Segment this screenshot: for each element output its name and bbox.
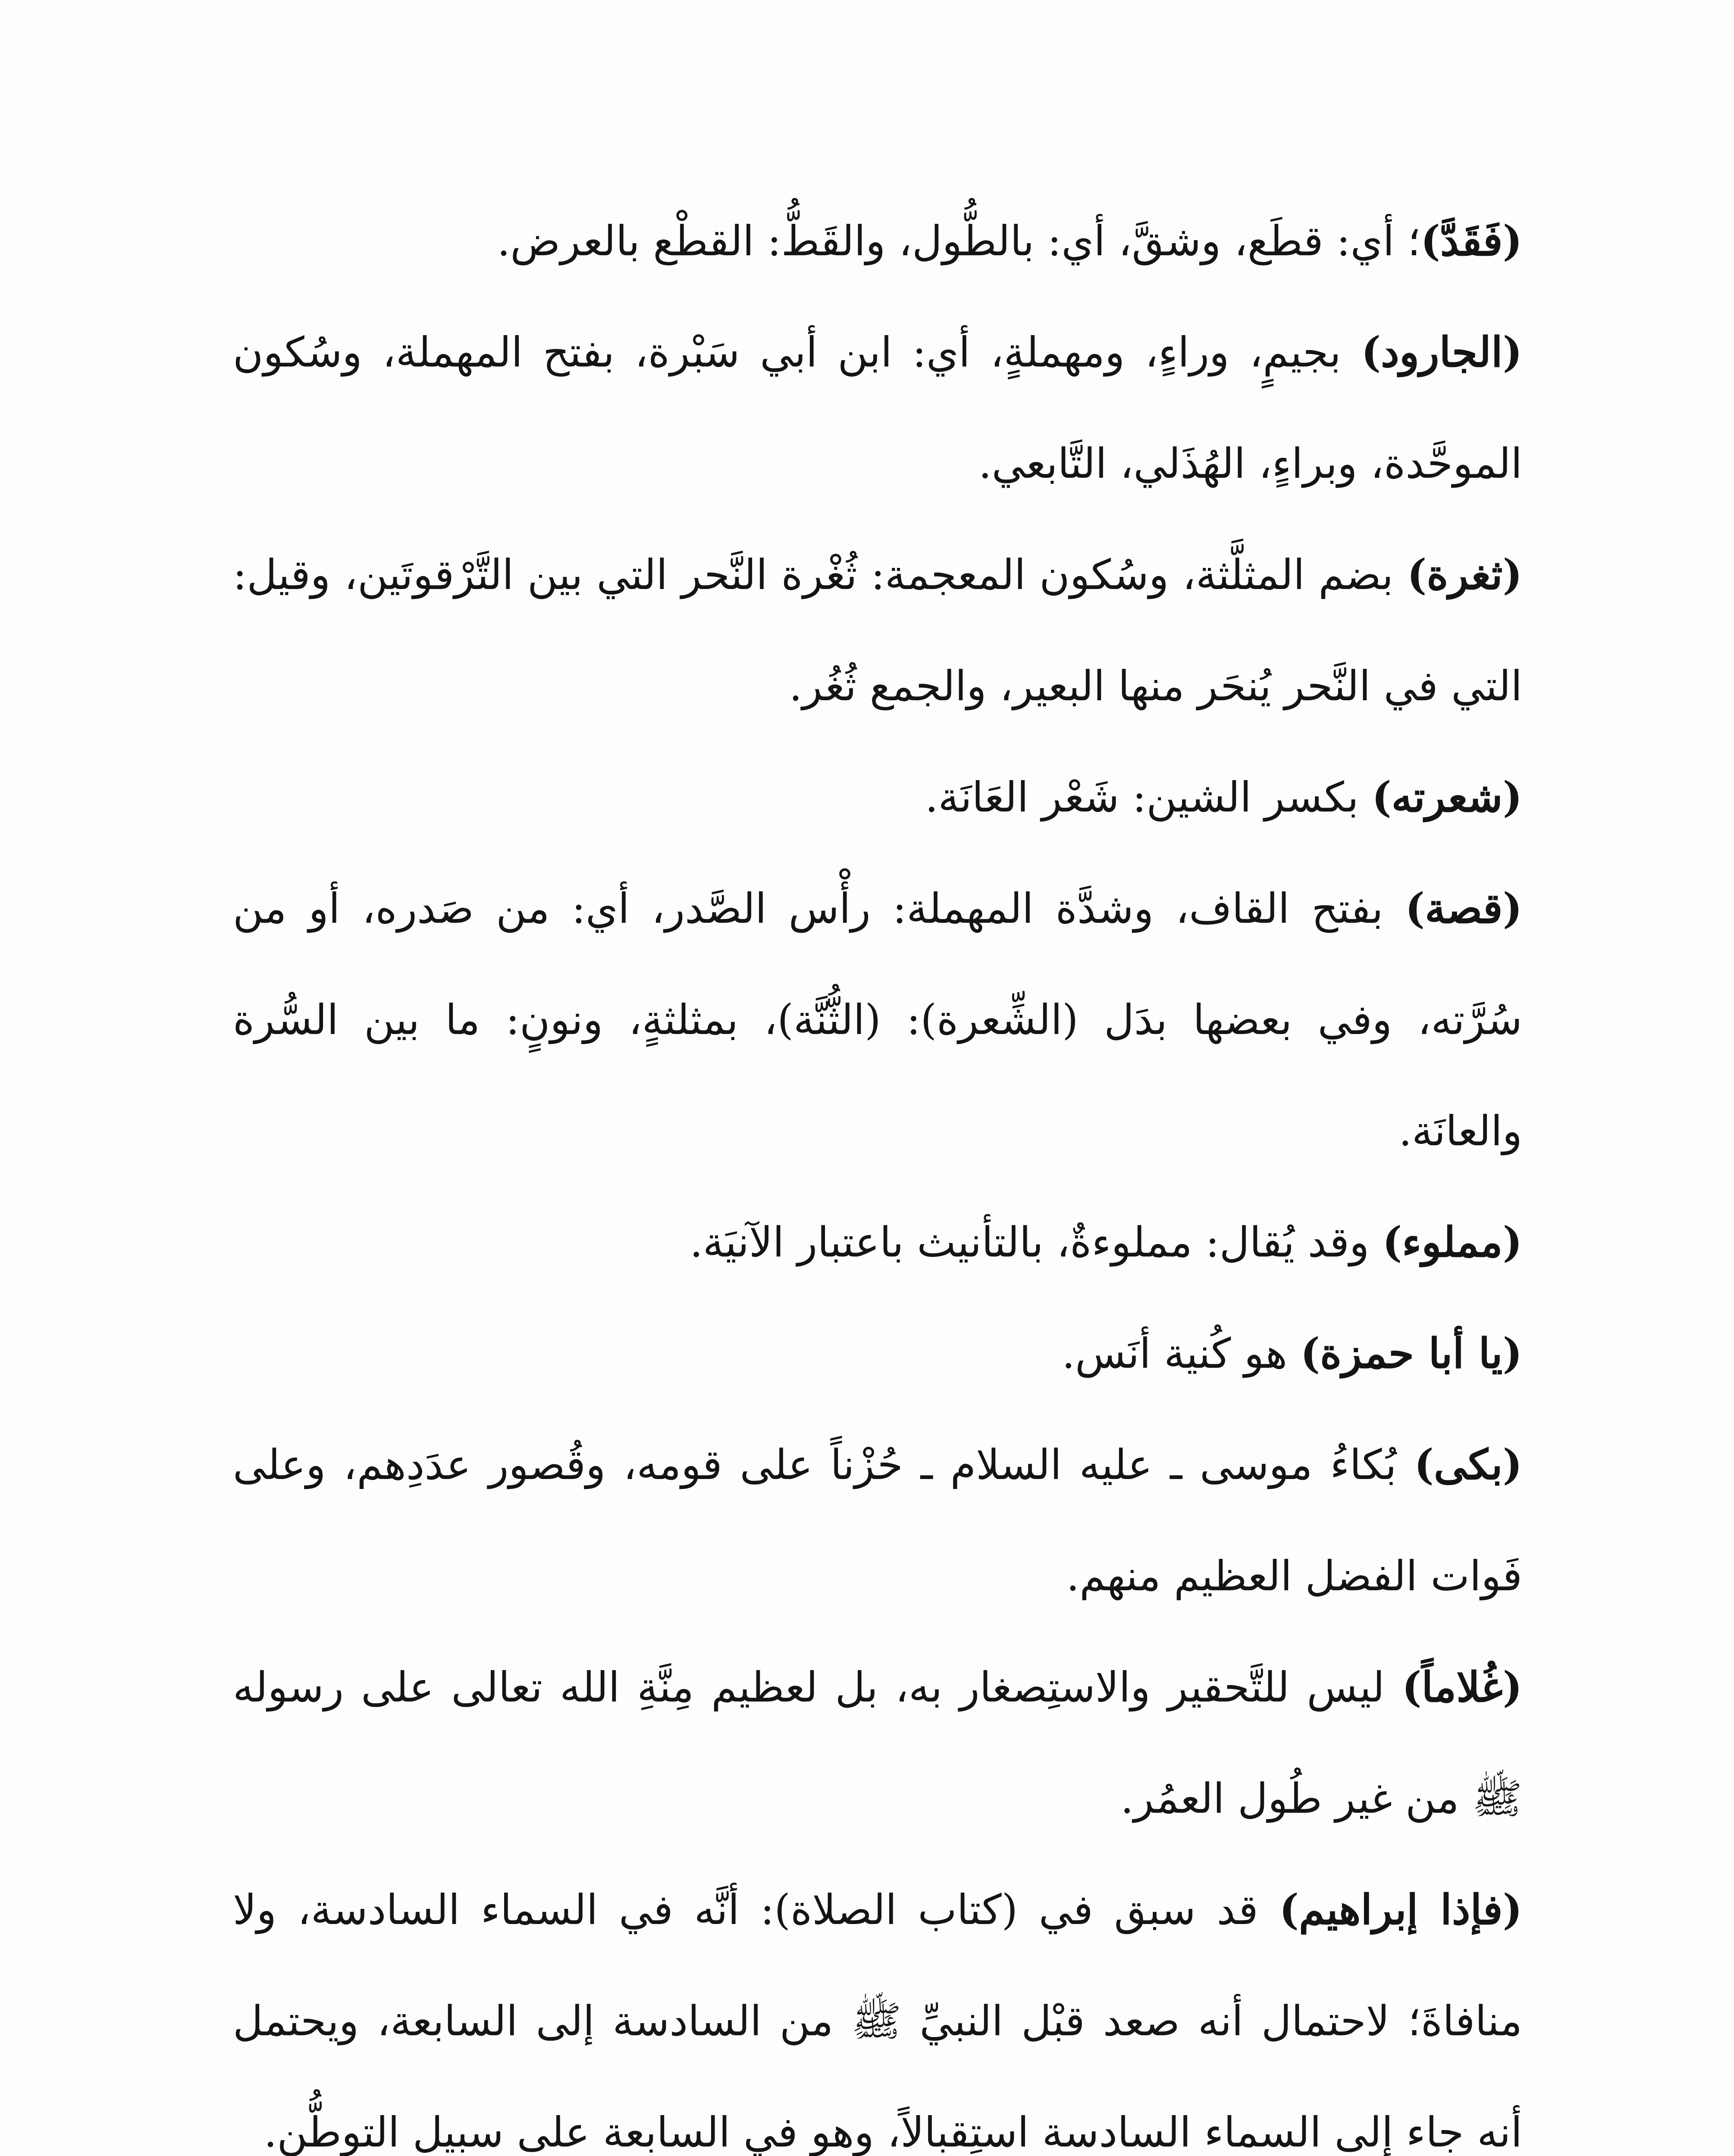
entry-8 <box>233 1409 1522 1632</box>
entry-2 <box>233 297 1522 519</box>
entry-3 <box>233 519 1522 742</box>
entry-5 <box>233 853 1522 1187</box>
entry-text: ليس للتَّحقير والاستِصغار به، بل لعظيم مِنَّةِ الله تعالى على رسوله ﷺ من غير طُول العمُر. <box>233 1663 1522 1823</box>
entry-term: (بكى) <box>1414 1440 1522 1489</box>
entry-7 <box>233 1298 1522 1409</box>
entry-10 <box>233 1854 1522 2156</box>
entry-1 <box>233 185 1522 297</box>
entry-text: ؛ أي: قطَع، وشقَّ، أي: بالطُّول، والقَطُّ: القطْع بالعرض. <box>497 217 1421 265</box>
entry-text: بفتح القاف، وشدَّة المهملة: رأْس الصَّدر، أي: من صَدره، أو من سُرَّته، وفي بعضها بدَل (الشِّعرة): (الثُّنَّة)، بمثلثةٍ، ونونٍ: ما بين السُّرة والعانَة. <box>233 884 1522 1155</box>
entry-term: (مملوء) <box>1382 1218 1522 1266</box>
entry-term: (يا أبا حمزة) <box>1300 1329 1522 1378</box>
entry-4 <box>233 742 1522 853</box>
entry-term: (شعرته) <box>1372 773 1522 821</box>
entry-text: بكسر الشين: شَعْر العَانَة. <box>925 773 1372 821</box>
commentary-text <box>233 185 1522 2156</box>
entry-text: قد سبق في (كتاب الصلاة): أنَّه في السماء السادسة، ولا منافاةَ؛ لاحتمال أنه صعد قبْل النبيِّ ﷺ من السادسة إلى السابعة، ويحتمل أنه جاء إلى السماء السادسة استِقبالاً، وهو في السابعة على سبيل التوطُّن. <box>233 1886 1522 2156</box>
entry-text: وقد يُقال: مملوءةٌ، بالتأنيث باعتبار الآنيَة. <box>690 1218 1383 1266</box>
entry-text: بجيمٍ، وراءٍ، ومهملةٍ، أي: ابن أبي سَبْرة، بفتح المهملة، وسُكون الموحَّدة، وبراءٍ، الهُذَلي، التَّابعي. <box>233 328 1522 488</box>
entry-text: بضم المثلَّثة، وسُكون المعجمة: ثُغْرة النَّحر التي بين التَّرْقوتَين، وقيل: التي في النَّحر يُنحَر منها البعير، والجمع ثُغُر. <box>233 551 1522 710</box>
entry-term: (فإذا إبراهيم) <box>1279 1885 1523 1934</box>
entry-term: (فَقَدَّ) <box>1420 216 1522 265</box>
entry-6 <box>233 1187 1522 1298</box>
entry-term: (قصة) <box>1405 884 1522 933</box>
entry-term: (غُلاماً) <box>1402 1663 1522 1711</box>
entry-text: هو كُنية أنَس. <box>1062 1329 1301 1378</box>
entry-term: (ثغرة) <box>1407 550 1522 599</box>
entry-9 <box>233 1632 1522 1854</box>
entry-term: (الجارود) <box>1361 328 1523 376</box>
entry-text: بُكاءُ موسى ـ عليه السلام ـ حُزْناً على قومه، وقُصور عدَدِهم، وعلى فَوات الفضل العظيم منهم. <box>233 1441 1522 1600</box>
